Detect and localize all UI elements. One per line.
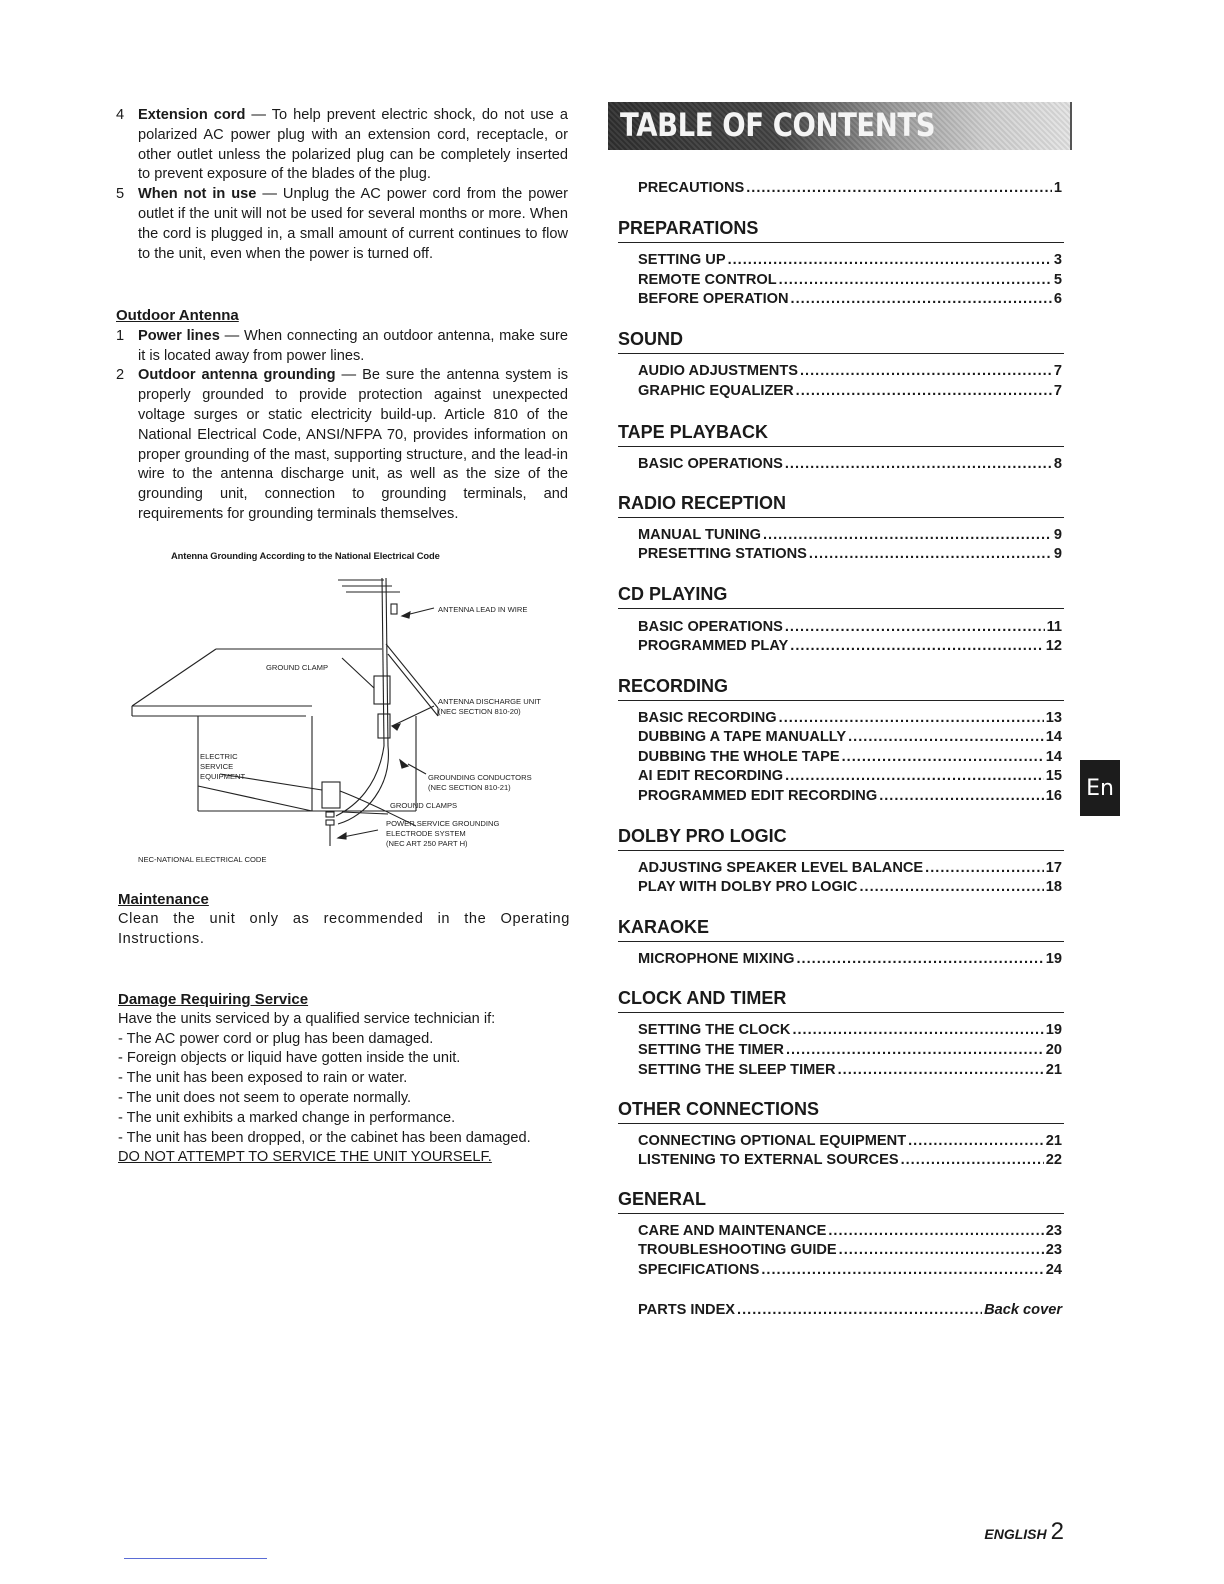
- toc-leader: [746, 180, 1052, 196]
- toc-leader: [785, 768, 1044, 784]
- toc-entry-title: DUBBING THE WHOLE TAPE: [638, 749, 840, 765]
- toc-entry: [638, 546, 1062, 566]
- toc-entry-title: ADJUSTING SPEAKER LEVEL BALANCE: [638, 860, 924, 876]
- toc-entry-title: PRECAUTIONS: [638, 180, 745, 196]
- toc-leader: [761, 1262, 1043, 1278]
- toc-leader: [737, 1302, 982, 1318]
- toc-entry-title: BEFORE OPERATION: [638, 291, 789, 307]
- toc-entry-page: 22: [1045, 1152, 1062, 1168]
- item-text: [138, 185, 568, 264]
- toc-entry: [638, 619, 1062, 639]
- toc-leader: [796, 951, 1043, 967]
- toc-entry-title: SETTING THE SLEEP TIMER: [638, 1062, 836, 1078]
- list-item: [116, 106, 568, 185]
- toc-leader: [796, 383, 1052, 399]
- toc-entry: [638, 1133, 1062, 1153]
- toc-entry-page: 14: [1045, 749, 1062, 765]
- toc-section-heading: CD PLAYING: [618, 584, 1064, 609]
- item-body: — Unplug the AC power cord from the power outlet if the unit will not be used for several months or more. When the cord is plugged in, a small amount of current continues to flow to the unit, even when the power is turned off.: [138, 186, 568, 262]
- page-footer: [984, 1518, 1064, 1546]
- toc-entry-page: 9: [1053, 546, 1062, 562]
- toc-entry-title: DUBBING A TAPE MANUALLY: [638, 729, 847, 745]
- label-ground-clamp: GROUND CLAMP: [266, 663, 329, 672]
- toc-entry-title: PARTS INDEX: [638, 1302, 736, 1318]
- toc-leader: [792, 1022, 1043, 1038]
- toc-entry: [638, 1152, 1062, 1172]
- toc-entry-title: LISTENING TO EXTERNAL SOURCES: [638, 1152, 899, 1168]
- toc-leader: [838, 1062, 1044, 1078]
- toc-entry-page: 24: [1045, 1262, 1062, 1278]
- list-item: - The unit does not seem to operate normally.: [118, 1089, 412, 1106]
- toc-leader: [779, 710, 1044, 726]
- toc-entry-page: 8: [1053, 456, 1062, 472]
- toc-entry-page: 13: [1045, 710, 1062, 726]
- damage-intro: Have the units serviced by a qualified service technician if:: [118, 1010, 496, 1027]
- label-power-1: POWER SERVICE GROUNDING: [386, 819, 500, 828]
- toc-leader: [779, 272, 1052, 288]
- label-lead-in: ANTENNA LEAD IN WIRE: [438, 605, 528, 614]
- house-roof: [132, 644, 438, 716]
- label-power-3: (NEC ART 250 PART H): [386, 839, 468, 848]
- toc-entry-page: 7: [1053, 383, 1062, 399]
- item-label: Extension cord: [138, 107, 246, 123]
- toc-entry-page: Back cover: [984, 1302, 1062, 1318]
- toc-leader: [790, 638, 1043, 654]
- safety-items-top: [116, 106, 568, 264]
- toc-section-heading: SOUND: [618, 329, 1064, 354]
- toc-entry-page: 21: [1045, 1133, 1062, 1149]
- toc-entry-title: SETTING UP: [638, 252, 726, 268]
- service-warning: DO NOT ATTEMPT TO SERVICE THE UNIT YOURSELF.: [118, 1149, 492, 1166]
- item-number: 1: [116, 327, 125, 344]
- maintenance-section: [118, 890, 570, 949]
- list-item: - The unit has been exposed to rain or water.: [118, 1070, 408, 1087]
- toc-leader: [908, 1133, 1044, 1149]
- toc-leader: [763, 527, 1052, 543]
- toc-entry: [638, 768, 1062, 788]
- item-body: — To help prevent electric shock, do not use a polarized AC power plug with an extension cord, receptacle, or other outlet unless the polarized plug can be completely inserted to prevent exposure of the blades of the plug.: [138, 107, 568, 183]
- toc-leader: [901, 1152, 1044, 1168]
- label-nec: NEC-NATIONAL ELECTRICAL CODE: [138, 855, 267, 864]
- toc-entry-title: AUDIO ADJUSTMENTS: [638, 363, 798, 379]
- toc-leader: [842, 749, 1044, 765]
- toc-entry-page: 18: [1045, 879, 1062, 895]
- toc-entry: [638, 1242, 1062, 1262]
- electric-service-icon: [322, 782, 340, 808]
- toc-entry-title: PRESETTING STATIONS: [638, 546, 807, 562]
- section-heading: Outdoor Antenna: [116, 307, 239, 324]
- antenna-grounding-diagram: [116, 576, 568, 876]
- toc-entry-page: 11: [1046, 619, 1062, 635]
- scan-edge-line: [124, 1558, 267, 1559]
- toc-leader: [786, 1042, 1044, 1058]
- toc-entry-page: 9: [1053, 527, 1062, 543]
- toc-leader: [839, 1242, 1044, 1258]
- toc-entry: [638, 291, 1062, 311]
- toc-entry: [638, 252, 1062, 272]
- toc-entry-page: 16: [1045, 788, 1062, 804]
- toc-entry-page: 3: [1053, 252, 1062, 268]
- label-conductors-1: GROUNDING CONDUCTORS: [428, 773, 532, 782]
- item-label: When not in use: [138, 186, 257, 203]
- toc-banner: [608, 102, 1072, 150]
- item-label: Outdoor antenna grounding: [138, 367, 336, 384]
- toc-leader: [785, 619, 1045, 635]
- toc-entry-page: 20: [1045, 1042, 1062, 1058]
- antenna-icon: [338, 578, 400, 746]
- label-electric-3: EQUIPMENT: [200, 772, 246, 781]
- toc-entry-title: SETTING THE CLOCK: [638, 1022, 791, 1038]
- footer-language: ENGLISH: [984, 1526, 1047, 1542]
- toc-entry-page: 23: [1045, 1223, 1062, 1239]
- label-power-2: ELECTRODE SYSTEM: [386, 829, 466, 838]
- toc-leader: [925, 860, 1044, 876]
- toc-section-heading: OTHER CONNECTIONS: [618, 1099, 1064, 1124]
- toc-entry: [638, 1302, 1062, 1322]
- toc-entry-page: 19: [1045, 951, 1062, 967]
- language-tab: En: [1080, 760, 1120, 816]
- toc-entry-title: PROGRAMMED EDIT RECORDING: [638, 788, 878, 804]
- toc-entry-page: 15: [1045, 768, 1062, 784]
- toc-entry: [638, 638, 1062, 658]
- toc-entry: [638, 363, 1062, 383]
- toc-entry-title: REMOTE CONTROL: [638, 272, 777, 288]
- item-number: 4: [116, 107, 125, 123]
- list-item: - The unit has been dropped, or the cabinet has been damaged.: [118, 1129, 531, 1146]
- toc-entry-title: GRAPHIC EQUALIZER: [638, 383, 794, 399]
- toc-entry: [638, 749, 1062, 769]
- toc-section-heading: KARAOKE: [618, 917, 1064, 942]
- toc-entry: [638, 860, 1062, 880]
- section-heading: Damage Requiring Service: [118, 991, 309, 1008]
- toc-entry: [638, 180, 1062, 200]
- toc-entry: [638, 788, 1062, 808]
- list-item: [116, 327, 568, 367]
- list-item: [116, 185, 568, 264]
- label-conductors-2: (NEC SECTION 810-21): [428, 783, 511, 792]
- toc-entry: [638, 1042, 1062, 1062]
- item-text: [138, 366, 568, 524]
- toc-section-heading: CLOCK AND TIMER: [618, 988, 1064, 1013]
- toc-entry: [638, 456, 1062, 476]
- item-label: Power lines: [138, 327, 220, 344]
- item-text: [138, 327, 568, 367]
- toc-leader: [879, 788, 1044, 804]
- toc-entry: [638, 710, 1062, 730]
- toc-section-heading: DOLBY PRO LOGIC: [618, 826, 1064, 851]
- item-body: — Be sure the antenna system is properly grounded to provide protection against unexpected voltage surges or static electricity build-up. Article 810 of the National Electrical Code, ANSI/NFPA 70, provides information on proper grounding of the mast, supporting structure, and the lead-in wire to the antenna discharge unit, as well as the size of the grounding unit, connection to grounding terminals, and requirements for grounding terminals themselves.: [138, 367, 568, 522]
- toc-entry-title: CARE AND MAINTENANCE: [638, 1223, 827, 1239]
- toc-entry: [638, 272, 1062, 292]
- toc-entry-page: 17: [1045, 860, 1062, 876]
- toc-entry: [638, 1262, 1062, 1282]
- toc-title: TABLE OF CONTENTS: [620, 106, 936, 144]
- toc-entry: [638, 1223, 1062, 1243]
- toc-entry-title: MANUAL TUNING: [638, 527, 761, 543]
- toc-entry-page: 23: [1045, 1242, 1062, 1258]
- item-number: 5: [116, 186, 125, 203]
- list-item: - The unit exhibits a marked change in performance.: [118, 1109, 456, 1126]
- toc-entry-page: 5: [1053, 272, 1062, 288]
- toc-section-heading: GENERAL: [618, 1189, 1064, 1214]
- toc-entry-page: 6: [1053, 291, 1062, 307]
- toc-entry: [638, 383, 1062, 403]
- toc-leader: [791, 291, 1052, 307]
- toc-leader: [728, 252, 1052, 268]
- list-item: - Foreign objects or liquid have gotten inside the unit.: [118, 1050, 461, 1067]
- toc-entry: [638, 1022, 1062, 1042]
- toc-entry-title: CONNECTING OPTIONAL EQUIPMENT: [638, 1133, 907, 1149]
- toc-leader: [859, 879, 1043, 895]
- toc-entry-title: PROGRAMMED PLAY: [638, 638, 789, 654]
- label-clamps: GROUND CLAMPS: [390, 801, 458, 810]
- toc-entry-page: 12: [1045, 638, 1062, 654]
- toc-leader: [809, 546, 1052, 562]
- label-electric-1: ELECTRIC: [200, 752, 238, 761]
- toc-entry-title: BASIC RECORDING: [638, 710, 777, 726]
- item-body: — When connecting an outdoor antenna, make sure it is located away from power lines.: [138, 327, 569, 364]
- list-item: - The AC power cord or plug has been damaged.: [118, 1030, 434, 1047]
- item-text: [138, 106, 568, 185]
- toc-leader: [848, 729, 1044, 745]
- toc-entry-title: PLAY WITH DOLBY PRO LOGIC: [638, 879, 858, 895]
- toc-leader: [785, 456, 1052, 472]
- label-electric-2: SERVICE: [200, 762, 234, 771]
- toc-section-heading: PREPARATIONS: [618, 218, 1064, 243]
- left-column: [116, 106, 570, 1166]
- toc-entry-page: 7: [1053, 363, 1062, 379]
- toc-entry-title: BASIC OPERATIONS: [638, 619, 783, 635]
- section-heading: Maintenance: [118, 891, 209, 908]
- maintenance-body: Clean the unit only as recommended in the Operating Instructions.: [118, 910, 570, 947]
- toc-entry-page: 19: [1045, 1022, 1062, 1038]
- toc-entry-title: SPECIFICATIONS: [638, 1262, 760, 1278]
- toc-leader: [828, 1223, 1043, 1239]
- outdoor-antenna-section: [116, 306, 568, 525]
- toc-entry-page: 21: [1045, 1062, 1062, 1078]
- toc-entry: [638, 951, 1062, 971]
- toc-entry: [638, 1062, 1062, 1082]
- toc-entry-title: TROUBLESHOOTING GUIDE: [638, 1242, 837, 1258]
- list-item: [116, 366, 568, 524]
- label-discharge-2: (NEC SECTION 810-20): [438, 707, 521, 716]
- toc-entry: [638, 527, 1062, 547]
- toc-section-heading: RADIO RECEPTION: [618, 493, 1064, 518]
- toc-entry: [638, 879, 1062, 899]
- item-number: 2: [116, 367, 125, 384]
- toc-entry-title: BASIC OPERATIONS: [638, 456, 783, 472]
- damage-section: [118, 990, 578, 1168]
- toc-entry: [638, 729, 1062, 749]
- toc-section-heading: RECORDING: [618, 676, 1064, 701]
- label-discharge-1: ANTENNA DISCHARGE UNIT: [438, 697, 541, 706]
- toc-entry-title: SETTING THE TIMER: [638, 1042, 784, 1058]
- toc-section-heading: TAPE PLAYBACK: [618, 422, 1064, 447]
- toc-entry-title: MICROPHONE MIXING: [638, 951, 795, 967]
- toc-entry-title: AI EDIT RECORDING: [638, 768, 784, 784]
- toc-entry-page: 14: [1045, 729, 1062, 745]
- page-number: 2: [1050, 1518, 1064, 1545]
- diagram-caption: Antenna Grounding According to the National Electrical Code: [171, 550, 440, 561]
- toc-leader: [800, 363, 1052, 379]
- toc-entry-page: 1: [1053, 180, 1062, 196]
